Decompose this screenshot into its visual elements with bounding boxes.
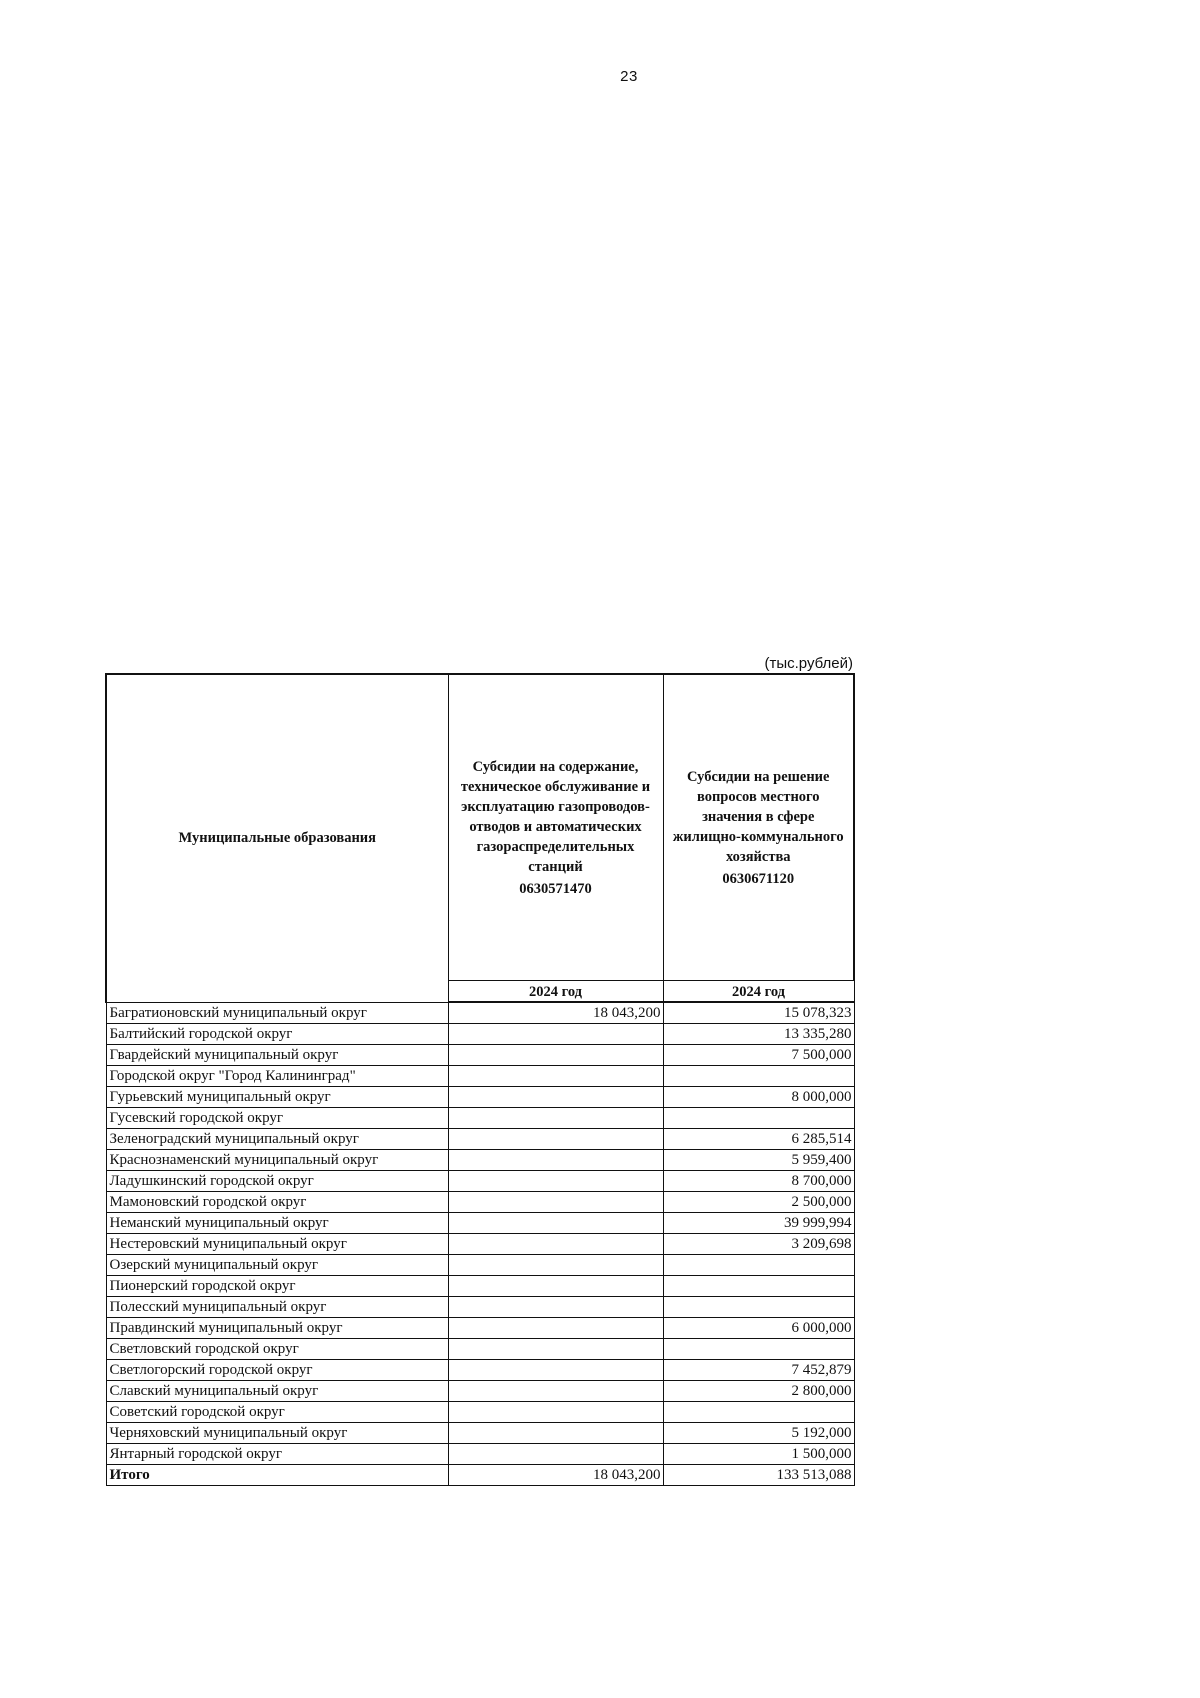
gas-subsidy-cell [448,1045,663,1066]
table-body [106,1002,854,1486]
municipality-name-cell: Гвардейский муниципальный округ [106,1045,448,1066]
housing-subsidy-cell [663,1297,854,1318]
gas-subsidy-cell [448,1087,663,1108]
gas-subsidy-cell: 18 043,200 [448,1002,663,1024]
gas-subsidy-cell [448,1024,663,1045]
page-number: 23 [620,68,638,85]
table-row [106,1276,854,1297]
table-row [106,1066,854,1087]
housing-subsidy-cell: 8 700,000 [663,1171,854,1192]
gas-subsidy-cell [448,1192,663,1213]
table-row [106,1108,854,1129]
table-row [106,1423,854,1444]
housing-subsidy-cell [663,1276,854,1297]
gas-subsidy-cell [448,1129,663,1150]
table-row [106,1150,854,1171]
municipality-name-cell: Советский городской округ [106,1402,448,1423]
total-label-cell: Итого [106,1465,448,1486]
gas-subsidy-cell [448,1297,663,1318]
municipality-name-cell: Городской округ "Город Калининград" [106,1066,448,1087]
header-housing-subsidy-code: 0630671120 [722,870,795,887]
gas-subsidy-cell [448,1171,663,1192]
header-housing-year: 2024 год [663,981,854,1003]
gas-subsidy-cell [448,1423,663,1444]
table-row [106,1045,854,1066]
housing-subsidy-cell [663,1108,854,1129]
subsidy-table-container [105,673,853,1486]
municipality-name-cell: Зеленоградский муниципальный округ [106,1129,448,1150]
municipality-name-cell: Неманский муниципальный округ [106,1213,448,1234]
municipality-name-cell: Славский муниципальный округ [106,1381,448,1402]
gas-subsidy-cell [448,1150,663,1171]
housing-subsidy-cell: 7 500,000 [663,1045,854,1066]
gas-subsidy-cell [448,1381,663,1402]
housing-subsidy-cell: 6 000,000 [663,1318,854,1339]
gas-subsidy-cell [448,1318,663,1339]
municipality-name-cell: Багратионовский муниципальный округ [106,1002,448,1024]
municipality-name-cell: Правдинский муниципальный округ [106,1318,448,1339]
municipality-name-cell: Полесский муниципальный округ [106,1297,448,1318]
housing-subsidy-cell: 8 000,000 [663,1087,854,1108]
municipality-name-cell: Озерский муниципальный округ [106,1255,448,1276]
housing-subsidy-cell: 5 959,400 [663,1150,854,1171]
housing-subsidy-cell [663,1066,854,1087]
table-row [106,1002,854,1024]
housing-subsidy-cell: 5 192,000 [663,1423,854,1444]
municipality-name-cell: Гурьевский муниципальный округ [106,1087,448,1108]
municipality-name-cell: Пионерский городской округ [106,1276,448,1297]
housing-subsidy-cell: 7 452,879 [663,1360,854,1381]
total-gas-subsidy-cell: 18 043,200 [448,1465,663,1486]
municipality-name-cell: Нестеровский муниципальный округ [106,1234,448,1255]
table-row [106,1171,854,1192]
header-gas-year: 2024 год [448,981,663,1003]
gas-subsidy-cell [448,1213,663,1234]
table-row [106,1234,854,1255]
housing-subsidy-cell: 2 500,000 [663,1192,854,1213]
table-row [106,1129,854,1150]
header-housing-subsidy-title: Субсидии на решение вопросов местного значения в сфере жилищно-коммунального хозяйства [672,768,844,865]
header-housing-subsidy [663,674,854,981]
housing-subsidy-cell [663,1402,854,1423]
housing-subsidy-cell: 6 285,514 [663,1129,854,1150]
municipality-name-cell: Гусевский городской округ [106,1108,448,1129]
gas-subsidy-cell [448,1276,663,1297]
header-gas-subsidy-code: 0630571470 [519,880,592,897]
housing-subsidy-cell [663,1255,854,1276]
table-row [106,1402,854,1423]
header-gas-subsidy-title: Субсидии на содержание, техническое обслуживание и эксплуатацию газопроводов-отводов и автоматических газораспределительных станций [460,758,651,875]
total-housing-subsidy-cell: 133 513,088 [663,1465,854,1486]
table-row [106,1360,854,1381]
table-row [106,1339,854,1360]
municipality-name-cell: Светловский городской округ [106,1339,448,1360]
municipality-name-cell: Янтарный городской округ [106,1444,448,1465]
gas-subsidy-cell [448,1360,663,1381]
table-row [106,1297,854,1318]
table-row [106,1213,854,1234]
table-row [106,1087,854,1108]
header-municipalities: Муниципальные образования [106,674,448,1002]
housing-subsidy-cell: 3 209,698 [663,1234,854,1255]
table-header [106,674,854,1002]
table-row [106,1255,854,1276]
municipality-name-cell: Мамоновский городской округ [106,1192,448,1213]
header-gas-subsidy [448,674,663,981]
municipality-name-cell: Ладушкинский городской округ [106,1171,448,1192]
housing-subsidy-cell: 2 800,000 [663,1381,854,1402]
table-row [106,1381,854,1402]
table-row [106,1318,854,1339]
gas-subsidy-cell [448,1339,663,1360]
subsidy-table [105,673,855,1486]
housing-subsidy-cell: 1 500,000 [663,1444,854,1465]
gas-subsidy-cell [448,1402,663,1423]
municipality-name-cell: Черняховский муниципальный округ [106,1423,448,1444]
housing-subsidy-cell: 13 335,280 [663,1024,854,1045]
gas-subsidy-cell [448,1108,663,1129]
table-row [106,1024,854,1045]
municipality-name-cell: Светлогорский городской округ [106,1360,448,1381]
housing-subsidy-cell: 15 078,323 [663,1002,854,1024]
gas-subsidy-cell [448,1066,663,1087]
table-row [106,1444,854,1465]
municipality-name-cell: Балтийский городской округ [106,1024,448,1045]
gas-subsidy-cell [448,1255,663,1276]
total-row [106,1465,854,1486]
gas-subsidy-cell [448,1444,663,1465]
municipality-name-cell: Краснознаменский муниципальный округ [106,1150,448,1171]
table-row [106,1192,854,1213]
units-note: (тыс.рублей) [764,655,853,672]
housing-subsidy-cell [663,1339,854,1360]
housing-subsidy-cell: 39 999,994 [663,1213,854,1234]
gas-subsidy-cell [448,1234,663,1255]
